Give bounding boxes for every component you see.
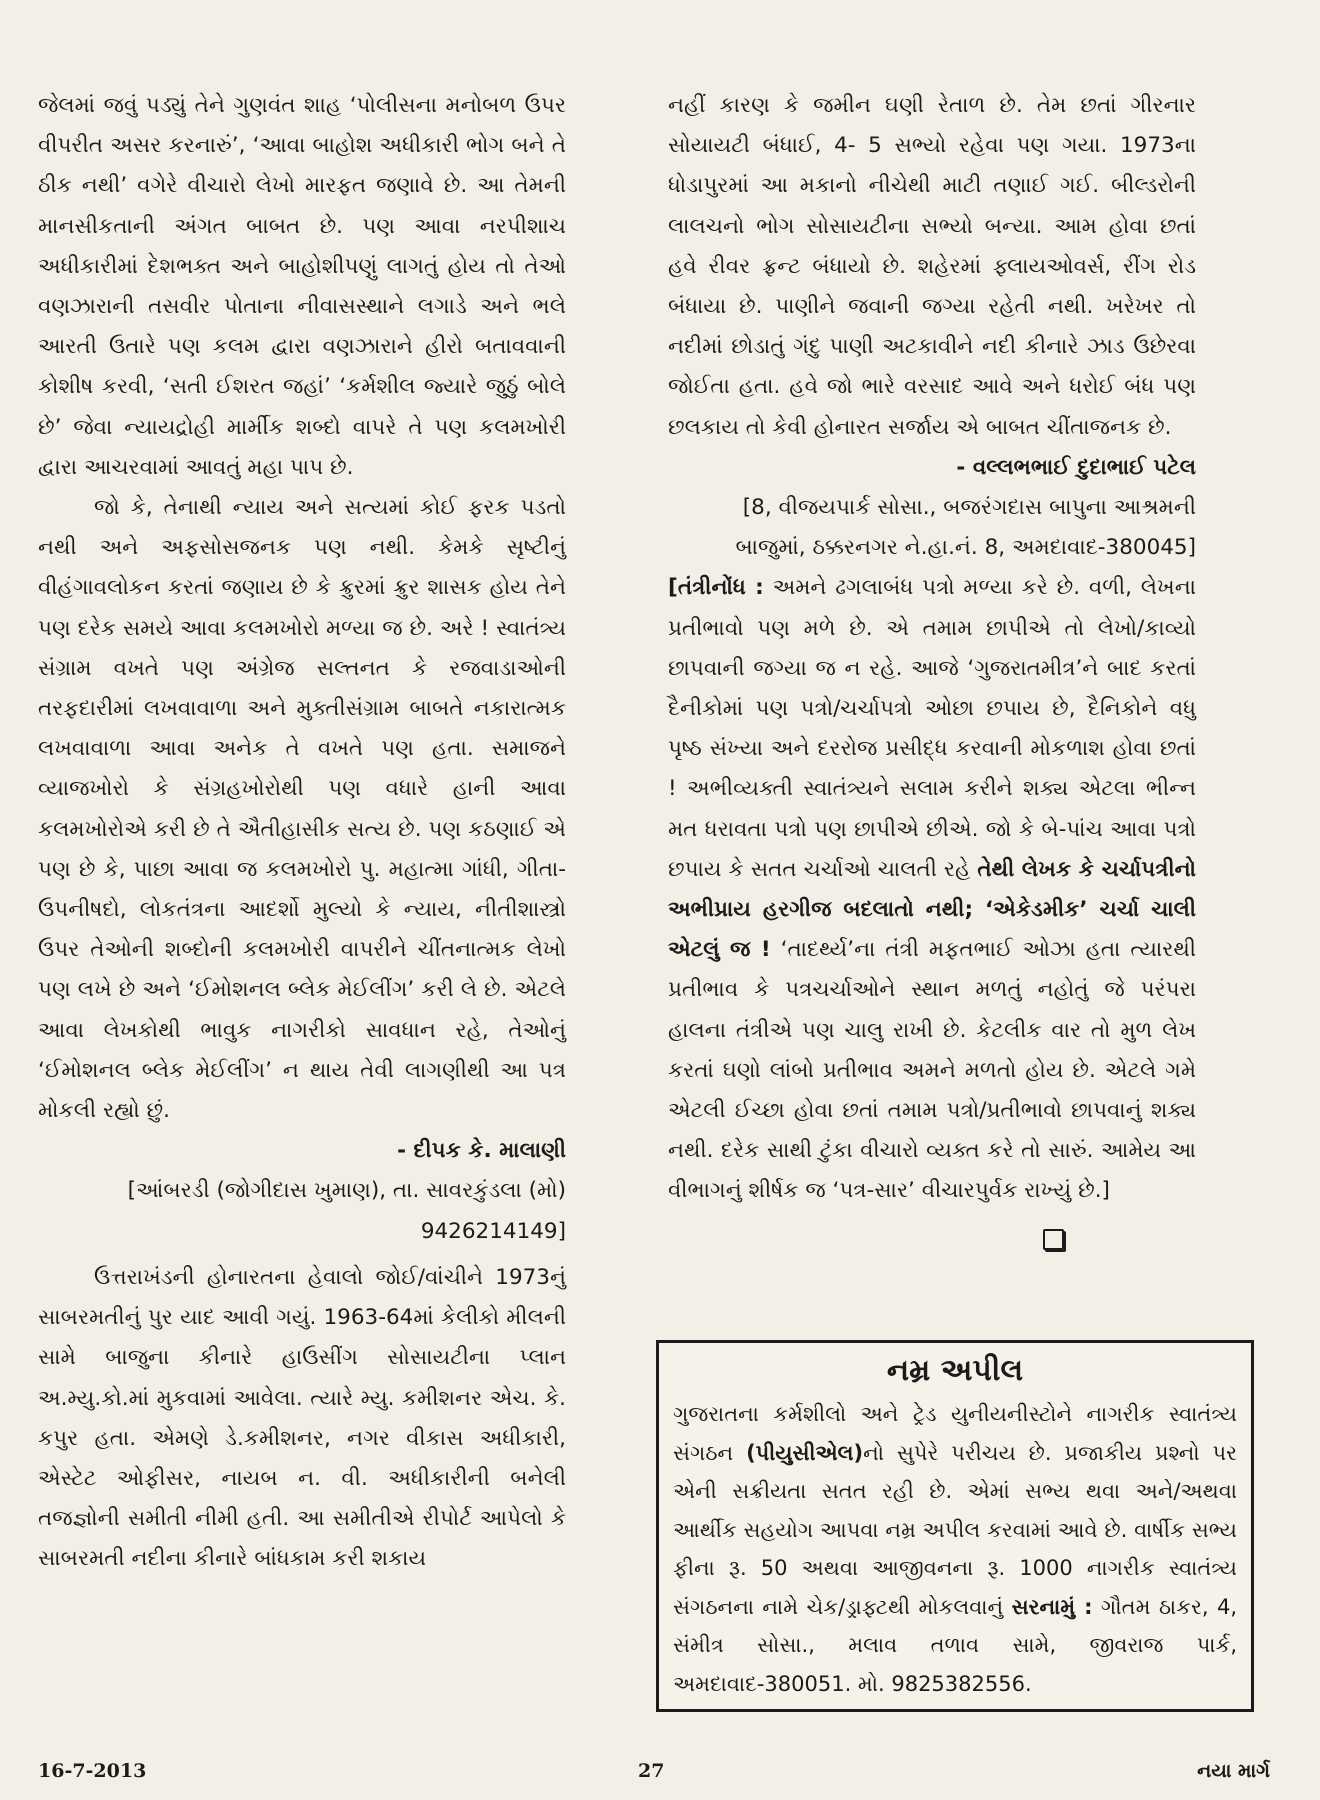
- editor-note-text-1: અમને ઢગલાબંધ પત્રો મળ્યા કરે છે. વળી, લેખના પ્રતીભાવો પણ મળે છે. એ તમામ છાપીએ તો લેખો/કાવ્યો છાપવાની જગ્યા જ ન રહે. આજે ‘ગુજરાતમીત્ર’ને બાદ કરતાં દૈનીકોમાં પણ પત્રો/ચર્ચાપત્રો ઓછા છપાય છે, દૈનિકોને વધુ પૃષ્ઠ સંખ્યા અને દરરોજ પ્રસીદ્ધ કરવાની મોકળાશ હોવા છતાં ! અભીવ્યક્તી સ્વાતંત્ર્યને સલામ કરીને શક્ય એટલા ભીન્ન મત ધરાવતા પત્રો પણ છાપીએ છીએ. જો કે બે-પાંચ આવા પત્રો છપાય કે સતત ચર્ચાઓ ચાલતી રહે: [668, 575, 1197, 882]
- letter-two-paragraph-2: નહીં કારણ કે જમીન ઘણી રેતાળ છે. તેમ છતાં ગીરનાર સોયાયટી બંધાઈ, 4- 5 સભ્યો રહેવા પણ ગયા. 1973ના ધોડાપુરમાં આ મકાનો નીચેથી માટી તણાઈ ગઈ. બીલ્ડરોની લાલચનો ભોગ સોસાયટીના સભ્યો બન્યા. આમ હોવા છતાં હવે રીવર ફ્રન્ટ બંધાયો છે. શહેરમાં ફ્લાયઓવર્સ, રીંગ રોડ બંધાયા છે. પાણીને જવાની જગ્યા રહેતી નથી. ખરેખર તો નદીમાં છોડાતું ગંદુ પાણી અટકાવીને નદી કીનારે ઝાડ ઉછેરવા જોઈતા હતા. હવે જો ભારે વરસાદ આવે અને ધરોઈ બંધ પણ છલકાય તો કેવી હોનારત સર્જાય એ બાબત ચીંતાજનક છે.: [668, 93, 1196, 440]
- editor-note-bold-text: તેથી લેખક કે ચર્ચાપત્રીનો અભીપ્રાય હરગીજ બદલાતો નથી; ‘એકેડમીક’ ચર્ચા ચાલી એટલું જ !: [668, 856, 1196, 963]
- right-column: [668, 86, 1196, 1256]
- appeal-title: નમ્ર અપીલ: [886, 1353, 1024, 1388]
- letter-one-address-line-1: [આંબરડી (જોગીદાસ ખુમાણ), તા. સાવરકુંડલા (મો): [127, 1178, 566, 1204]
- appeal-box: [656, 1340, 1254, 1712]
- letter-two-paragraph-1: ઉત્તરાખંડની હોનારતના હેવાલો જોઈ/વાંચીને 1973નું સાબરમતીનું પુર યાદ આવી ગયું. 1963-64માં કેલીકો મીલની સામે બાજુના કીનારે હાઉસીંગ સોસાયટીના પ્લાન અ.મ્યુ.કો.માં મુકવામાં આવેલા. ત્યારે મ્યુ. કમીશનર એચ. કે. કપુર હતા. એમણે ડે.કમીશનર, નગર વીકાસ અધીકારી, એસ્ટેટ ઓફીસર, નાયબ ન. વી. અધીકારીની બનેલી તજજ્ઞોની સમીતી નીમી હતી. આ સમીતીએ રીપોર્ટ આપેલો કે સાબરમતી નદીના કીનારે બાંધકામ કરી શકાય: [38, 1264, 566, 1572]
- letter-one-paragraph-2: જો કે, તેનાથી ન્યાય અને સત્યમાં કોઈ ફરક પડતો નથી અને અફસોસજનક પણ નથી. કેમકે સૃષ્ટીનું વીહંગાવલોકન કરતાં જણાય છે કે ક્રુરમાં ક્રુર શાસક હોય તેને પણ દરેક સમયે આવા કલમખોરો મળ્યા જ છે. અરે ! સ્વાતંત્ર્ય સંગ્રામ વખતે પણ અંગ્રેજ સલ્તનત કે રજવાડાઓની તરફદારીમાં લખવાવાળા અને મુક્તીસંગ્રામ બાબતે નકારાત્મક લખવાવાળા આવા અનેક તે વખતે પણ હતા. સમાજને વ્યાજખોરો કે સંગ્રહખોરોથી પણ વધારે હાની આવા કલમખોરોએ કરી છે તે ઐતીહાસીક સત્ય છે. પણ કઠણાઈ એ પણ છે કે, પાછા આવા જ કલમખોરો પુ. મહાત્મા ગાંધી, ગીતા-ઉપનીષદો, લોકતંત્રના આદર્શો મુલ્યો કે ન્યાય, નીતીશાસ્ત્રો ઉપર તેઓની શબ્દોની કલમખોરી વાપરીને ચીંતનાત્મક લેખો પણ લખે છે અને ‘ઈમોશનલ બ્લેક મેઈલીંગ’ કરી લે છે. એટલે આવા લેખકોથી ભાવુક નાગરીકો સાવધાન રહે, તેઓનું ‘ઈમોશનલ બ્લેક મેઈલીંગ’ ન થાય તેવી લાગણીથી આ પત્ર મોકલી રહ્યો છું.: [38, 495, 566, 1124]
- appeal-text: [659, 1395, 1251, 1703]
- letter-two-signature: - વલ્લભભાઈ દુદાભાઈ પટેલ: [956, 454, 1196, 480]
- left-column: [38, 86, 566, 1580]
- letter-one-address-line-2: 9426214149]: [420, 1218, 566, 1244]
- appeal-text-part-2: નો સુપેરે પરીચય છે. પ્રજાકીય પ્રશ્નો પર એની સક્રીયતા સતત રહી છે. એમાં સભ્ય થવા અને/અથવા આર્થીક સહયોગ આપવા નમ્ર અપીલ કરવામાં આવે છે. વાર્ષીક સભ્ય ફીના રૂ. 50 અથવા આજીવનના રૂ. 1000 નાગરીક સ્વાતંત્ર્ય સંગઠનના નામે ચેક/ડ્રાફ્ટથી મોકલવાનું: [673, 1440, 1237, 1619]
- editor-note-label: [તંત્રીનોંધ :: [668, 575, 764, 601]
- appeal-text-part-3: ગૌતમ ઠાકર, 4, સંમીત્ર સોસા., મલાવ તળાવ સામે, જીવરાજ પાર્ક, અમદાવાદ-380051. મો. 9825382556.: [673, 1594, 1237, 1696]
- letter-one-paragraph-1: જેલમાં જવું પડ્યું તેને ગુણવંત શાહ ‘પોલીસના મનોબળ ઉપર વીપરીત અસર કરનારું’, ‘આવા બાહોશ અધીકારી ભોગ બને તે ઠીક નથી’ વગેરે વીચારો લેખો મારફત જણાવે છે. આ તેમની માનસીકતાની અંગત બાબત છે. પણ આવા નરપીશાચ અધીકારીમાં દેશભક્ત અને બાહોશીપણું લાગતું હોય તો તેઓ વણઝારાની તસવીર પોતાના નીવાસસ્થાને લગાડે અને ભલે આરતી ઉતારે પણ કલમ દ્વારા વણઝારાને હીરો બતાવવાની કોશીષ કરવી, ‘સતી ઈશરત જહાં’ ‘કર્મશીલ જ્યારે જુઠું બોલે છે’ જેવા ન્યાયદ્રોહી માર્મીક શબ્દો વાપરે તે પણ કલમખોરી દ્વારા આચરવામાં આવતું મહા પાપ છે.: [38, 93, 566, 480]
- editor-note-text-2: ‘તાદર્થ્ય’ના તંત્રી મફતભાઈ ઓઝા હતા ત્યારથી પ્રતીભાવ કે પત્રચર્ચાઓને સ્થાન મળતું નહોતું જે પરંપરા હાલના તંત્રીએ પણ ચાલુ રાખી છે. કેટલીક વાર તો મુળ લેખ કરતાં ઘણો લાંબો પ્રતીભાવ અમને મળતો હોય છે. એટલે ગમે એટલી ઈચ્છા હોવા છતાં તમામ પત્રો/પ્રતીભાવો છાપવાનું શક્ય નથી. દરેક સાથી ટુંકા વીચારો વ્યક્ત કરે તો સારું. આમેય આ વીભાગનું શીર્ષક જ ‘પત્ર-સાર’ વીચારપુર્વક રાખ્યું છે.]: [668, 937, 1196, 1204]
- editor-note: [668, 568, 1196, 1211]
- letter-one-signature: - દીપક કે. માલાણી: [397, 1138, 566, 1164]
- magazine-name: નયા માર્ગ: [1197, 1760, 1270, 1782]
- page-number: 27: [638, 1760, 665, 1782]
- letter-two-address-line-2: બાજુમાં, ઠક્કરનગર ને.હા.નં. 8, અમદાવાદ-380045]: [735, 535, 1196, 561]
- appeal-text-part-1: ગુજરાતના કર્મશીલો અને ટ્રેડ યુનીયનીસ્ટોને નાગરીક સ્વાતંત્ર્ય સંગઠન: [673, 1402, 1237, 1465]
- page-footer: [38, 1760, 1270, 1790]
- issue-date: 16-7-2013: [38, 1760, 147, 1782]
- end-of-section-mark: [668, 1224, 1196, 1256]
- appeal-address-label: સરનામું :: [1011, 1594, 1093, 1619]
- square-end-icon: [1043, 1229, 1064, 1250]
- appeal-org-name: (પીયુસીએલ): [746, 1440, 864, 1465]
- letter-two-address-line-1: [8, વીજયપાર્ક સોસા., બજરંગદાસ બાપુના આશ્રમની: [742, 495, 1196, 521]
